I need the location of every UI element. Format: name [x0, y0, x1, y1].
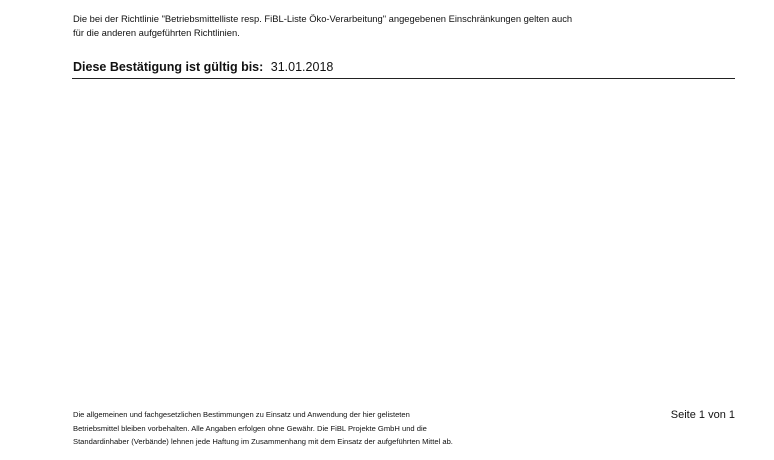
horizontal-divider [72, 78, 735, 79]
intro-paragraph [73, 12, 713, 40]
disclaimer-line-3: Standardinhaber (Verbände) lehnen jede Haftung im Zusammenhang mit dem Einsatz der aufgeführten Mittel ab. [73, 437, 453, 446]
disclaimer-line-1: Die allgemeinen und fachgesetzlichen Bestimmungen zu Einsatz und Anwendung der hier gelisteten [73, 410, 410, 419]
disclaimer-line-2: Betriebsmittel bleiben vorbehalten. Alle Angaben erfolgen ohne Gewähr. Die FiBL Projekte GmbH und die [73, 423, 427, 433]
validity-statement [73, 59, 333, 75]
validity-label: Diese Bestätigung ist gültig bis: [73, 60, 264, 74]
intro-line-1: Die bei der Richtlinie "Betriebsmittelliste resp. FiBL-Liste Öko-Verarbeitung" angegebenen Einschränkungen gelten auch [73, 13, 573, 24]
footer-disclaimer [73, 408, 593, 449]
page-number: Seite 1 von 1 [670, 409, 735, 421]
intro-line-2: für die anderen aufgeführten Richtlinien. [73, 27, 240, 38]
validity-date: 31.01.2018 [270, 60, 334, 74]
